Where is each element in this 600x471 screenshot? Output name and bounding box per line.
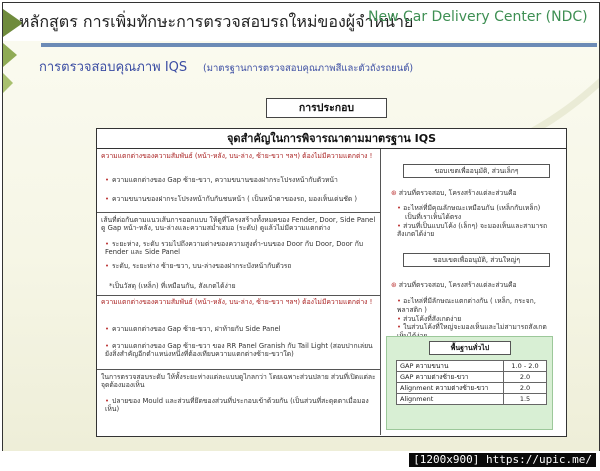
section-subtitle: (มาตรฐานการตรวจสอบคุณภาพสีและตัวถังรถยนต์): [203, 63, 414, 74]
left-intro-4: ในการตรวจสอบระดับ ให้ทั้งระยะห่างแต่ละแบบดูไกลกว่า โดยเฉพาะส่วนปลาย ส่วนที่เปิดแต่ละจุดต้องมองเห็น: [101, 373, 376, 390]
spec-label: Alignment: [397, 394, 504, 405]
check-item-2c: • ในส่วนโค้งที่ใหญ่จะมองเห็นและไม่สามารถสังเกต: [397, 323, 547, 332]
left-intro-2: เส้นที่ต่อกันตามแนวเส้นการออกแบบ ให้ดูที่โครงสร้างทั้งหมดของ Fender, Door, Side Panel ดู Gap หน้า-หลัง, บน-ล่างและความสม่ำเสมอ (ระดับ) ดูแล้วไม่มีความแตกต่าง: [101, 216, 376, 233]
left-bullet-2: • ความขนานของฝากระโปรงหน้ากับกันชนหน้า ( เป็นหน้าตาของรถ, มองเห็นเด่นชัด ): [105, 195, 358, 203]
page-title: หลักสูตร การเพิ่มทักษะการตรวจสอบรถใหม่ของผู้จำหน่าย: [19, 12, 414, 31]
divider-1: [97, 212, 380, 213]
check-item-1b: เป็นที่เราเห็นได้ตรง: [405, 212, 462, 221]
watermark-badge: [1200x900] https://upic.me/: [409, 453, 596, 467]
column-divider: [380, 149, 381, 435]
left-intro-3: ความแตกต่างของความสัมพันธ์ (หน้า-หลัง, บน-ล่าง, ซ้าย-ขวา ฯลฯ) ต้องไม่มีความแตกต่าง !: [101, 298, 373, 306]
main-heading: จุดสำคัญในการพิจารณาตามมาตรฐาน IQS: [97, 129, 566, 149]
table-row: [397, 394, 547, 405]
table-row: [397, 383, 547, 394]
header-divider: [41, 43, 597, 47]
spec-value: 2.0: [504, 372, 547, 383]
spec-table: [396, 360, 547, 405]
left-bullet-3: • ระยะห่าง, ระดับ รวมไปถึงความต่างของความสูงต่ำ-บนของ Door กับ Door, Door กับ Fender และ Side Panel: [105, 240, 364, 257]
spec-value: 1.5: [504, 394, 547, 405]
table-row: [397, 361, 547, 372]
category-box: การประกอบ: [266, 98, 387, 118]
check-item-1c: • ส่วนที่เป็นแบบโค้ง (เล็กๆ) จะมองเห็นและสามารถสังเกตได้ง่าย: [397, 221, 548, 239]
footer: [0, 451, 600, 469]
check-item-2a: • อะไหล่ที่มีลักษณะแตกต่างกัน ( เหล็ก, กระจก, พลาสติก ): [397, 297, 536, 314]
left-bullet-6: • ความแตกต่างของ Gap ซ้าย-ขวา ของ RR Panel Granish กับ Tail Light (สอบปากเล่ยนยังสิ่งสำคัญอีกตำแหน่งหนึ่งที่ต้องเทียบความแตกต่างซ้าย-ขวาใด): [105, 342, 373, 359]
left-bullet-7: • ปลายของ Mould และส่วนที่ยึดของส่วนที่ประกอบเข้าด้วยกัน (เป็นส่วนที่สะดุดตาเมื่อมองเห็น): [105, 397, 369, 414]
brand-label: New Car Delivery Center (NDC): [368, 9, 588, 25]
check-item-1a: • อะไหล่ที่มีคุณลักษณะเหมือนกัน (เหล็กกับเหล็ก): [397, 204, 541, 212]
table-row: [397, 372, 547, 383]
left-bullet-4: • ระดับ, ระยะห่าง ซ้าย-ขวา, บน-ล่างของฝากระบังหน้ากับตัวรถ: [105, 262, 292, 270]
spec-label: GAP ความขนาน: [397, 361, 504, 372]
check-section-2: ⊛ ส่วนที่ตรวจสอบ, โครงสร้างแต่ละส่วนคือ: [391, 281, 517, 289]
spec-value: 1.0 - 2.0: [504, 361, 547, 372]
check-list-1: [397, 204, 557, 239]
section-title: การตรวจสอบคุณภาพ IQS: [39, 60, 188, 75]
scope-small-label: ขอบเขตเพื่ออนุมัติ, ส่วนเล็กๆ: [403, 164, 550, 178]
iqs-points-box: [96, 128, 567, 437]
check-section-1: ⊛ ส่วนที่ตรวจสอบ, โครงสร้างแต่ละส่วนคือ: [391, 189, 517, 197]
left-note: *เป็นวัสดุ (เหล็ก) ที่เหมือนกัน, สังเกตได้ง่าย: [109, 282, 236, 290]
spec-panel: [386, 336, 553, 430]
slide: [2, 2, 600, 453]
divider-3: [97, 369, 380, 370]
left-bullet-5: • ความแตกต่างของ Gap ซ้าย-ขวา, ฝาท้ายกับ Side Panel: [105, 325, 281, 333]
check-list-2: [397, 297, 557, 341]
spec-label: GAP ความต่างซ้าย-ขวา: [397, 372, 504, 383]
spec-title: พื้นฐานทั่วไป: [429, 341, 511, 355]
left-bullet-1: • ความแตกต่างของ Gap ซ้าย-ขวา, ความขนานของฝากระโปรงหน้ากับตัวหน้า: [105, 176, 338, 184]
scope-large-label: ขอบเขตเพื่ออนุมัติ, ส่วนใหญ่ๆ: [403, 253, 550, 267]
left-intro-1: ความแตกต่างของความสัมพันธ์ (หน้า-หลัง, บน-ล่าง, ซ้าย-ขวา ฯลฯ) ต้องไม่มีความแตกต่าง !: [101, 152, 373, 160]
spec-value: 2.0: [504, 383, 547, 394]
spec-label: Alignment ความต่างซ้าย-ขวา: [397, 383, 504, 394]
divider-2: [97, 295, 380, 296]
check-item-2b: • ส่วนโค้งที่สังเกตง่าย: [397, 314, 462, 323]
